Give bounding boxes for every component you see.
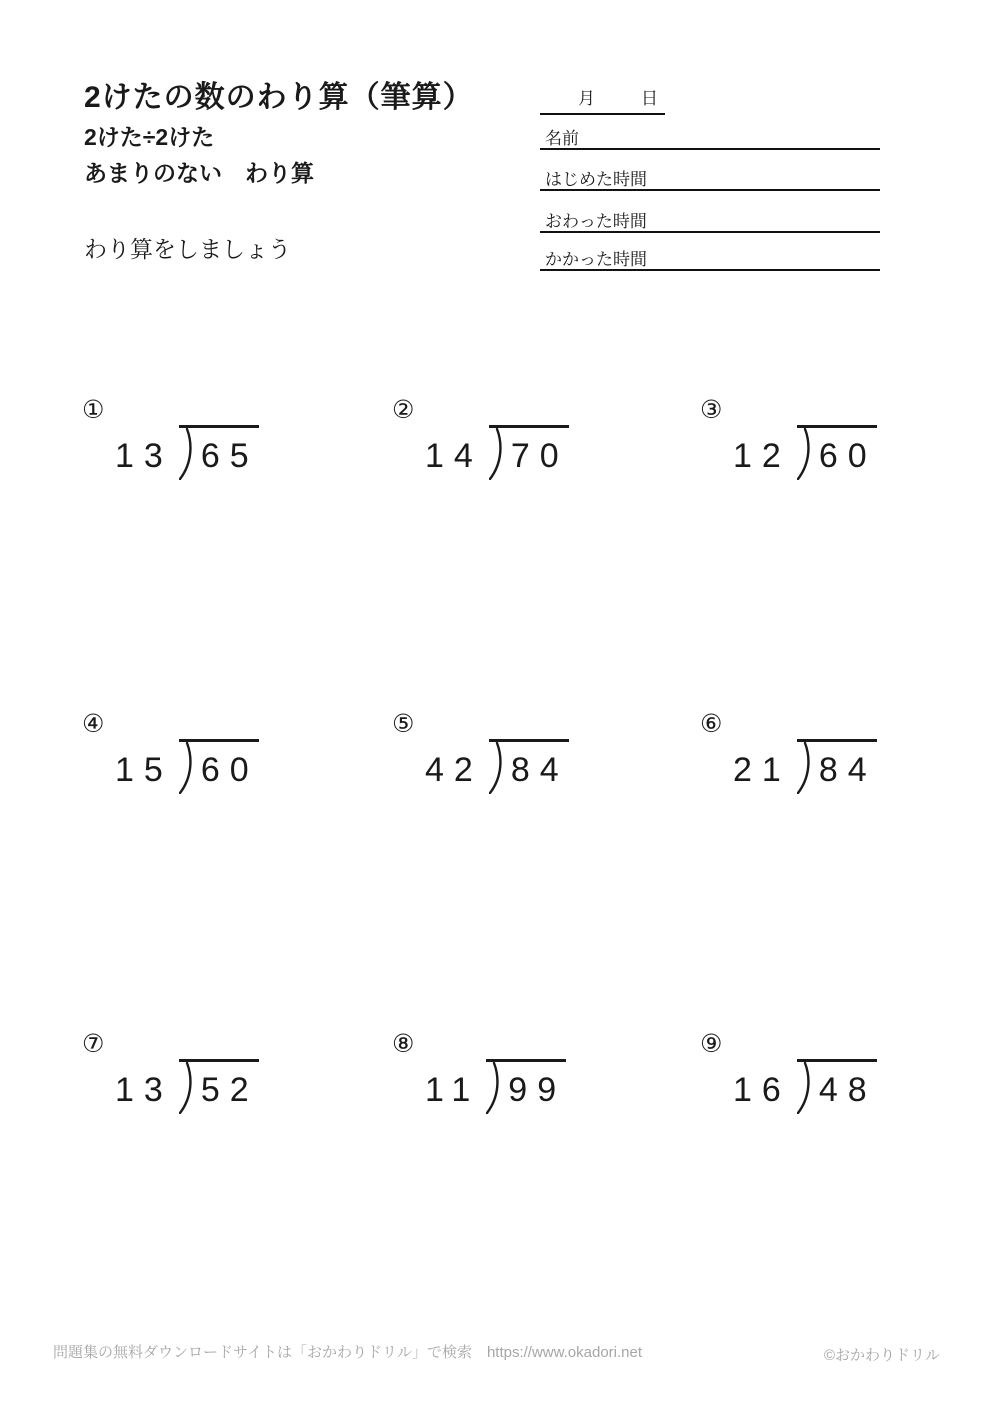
dividend-box — [489, 739, 569, 794]
problem-number: ⑨ — [700, 1030, 723, 1058]
dividend-value: 60 — [818, 437, 877, 475]
dividend-value: 84 — [818, 751, 877, 789]
problem-number: ③ — [700, 396, 723, 424]
divisor-value: 13 — [115, 437, 173, 475]
start-time-label: はじめた時間 — [545, 170, 647, 189]
dividend-box — [797, 739, 877, 794]
division-bracket-icon — [179, 428, 195, 480]
problem-number: ④ — [82, 710, 105, 738]
problem-number: ⑦ — [82, 1030, 105, 1058]
divisor-value: 14 — [425, 437, 483, 475]
date-field[interactable] — [540, 84, 665, 115]
month-label: 月 — [578, 89, 595, 108]
end-time-label: おわった時間 — [545, 212, 647, 231]
dividend-value: 84 — [510, 751, 569, 789]
dividend-box — [179, 425, 259, 480]
dividend-box — [797, 425, 877, 480]
dividend-value: 65 — [200, 437, 259, 475]
problem-number: ① — [82, 396, 105, 424]
division-bracket-icon — [489, 428, 505, 480]
division-problem — [392, 1032, 700, 1352]
division-expression — [733, 739, 1000, 794]
name-field[interactable] — [540, 119, 880, 150]
division-expression — [425, 425, 700, 480]
elapsed-time-field[interactable] — [540, 240, 880, 271]
divisor-value: 15 — [115, 751, 173, 789]
division-expression — [733, 425, 1000, 480]
problem-number: ⑤ — [392, 710, 415, 738]
division-problem — [82, 1032, 392, 1352]
end-time-field[interactable] — [540, 202, 880, 233]
division-bracket-icon — [179, 1062, 195, 1114]
instruction-text: わり算をしましょう — [84, 236, 291, 262]
division-problem — [392, 712, 700, 1032]
division-bracket-icon — [179, 742, 195, 794]
division-bracket-icon — [797, 742, 813, 794]
problem-number: ⑧ — [392, 1030, 415, 1058]
division-expression — [115, 739, 392, 794]
division-problem — [700, 398, 1000, 712]
page-title: 2けたの数のわり算（筆算） — [84, 81, 474, 114]
dividend-box — [486, 1059, 566, 1114]
divisor-value: 42 — [425, 751, 483, 789]
divisor-value: 21 — [733, 751, 791, 789]
day-label: 日 — [641, 89, 658, 108]
division-problem — [700, 712, 1000, 1032]
divisor-value: 16 — [733, 1071, 791, 1109]
division-problem — [82, 712, 392, 1032]
name-label: 名前 — [545, 129, 579, 148]
division-expression — [425, 739, 700, 794]
divisor-value: 13 — [115, 1071, 173, 1109]
division-bracket-icon — [797, 428, 813, 480]
footer-copyright: ©おかわりドリル — [823, 1347, 940, 1364]
divisor-value: 12 — [733, 437, 791, 475]
division-expression — [425, 1059, 700, 1114]
dividend-value: 52 — [200, 1071, 259, 1109]
division-problem — [392, 398, 700, 712]
problems-grid — [82, 398, 1000, 1352]
divisor-value: 11 — [425, 1071, 481, 1109]
division-expression — [115, 425, 392, 480]
problem-number: ② — [392, 396, 415, 424]
elapsed-time-label: かかった時間 — [545, 250, 647, 269]
division-problem — [82, 398, 392, 712]
division-problem — [700, 1032, 1000, 1352]
dividend-box — [797, 1059, 877, 1114]
division-bracket-icon — [797, 1062, 813, 1114]
dividend-box — [489, 425, 569, 480]
subtitle-digits: 2けた÷2けた — [84, 124, 215, 150]
dividend-value: 48 — [818, 1071, 877, 1109]
dividend-value: 60 — [200, 751, 259, 789]
dividend-value: 70 — [510, 437, 569, 475]
dividend-box — [179, 1059, 259, 1114]
division-bracket-icon — [489, 742, 505, 794]
subtitle-no-remainder: あまりのない わり算 — [84, 160, 314, 186]
problem-number: ⑥ — [700, 710, 723, 738]
dividend-box — [179, 739, 259, 794]
division-expression — [733, 1059, 1000, 1114]
division-expression — [115, 1059, 392, 1114]
division-bracket-icon — [486, 1062, 502, 1114]
footer-credit: 問題集の無料ダウンロードサイトは「おかわりドリル」で検索 https://www.okadori.net — [53, 1344, 643, 1361]
start-time-field[interactable] — [540, 160, 880, 191]
dividend-value: 99 — [508, 1071, 567, 1109]
